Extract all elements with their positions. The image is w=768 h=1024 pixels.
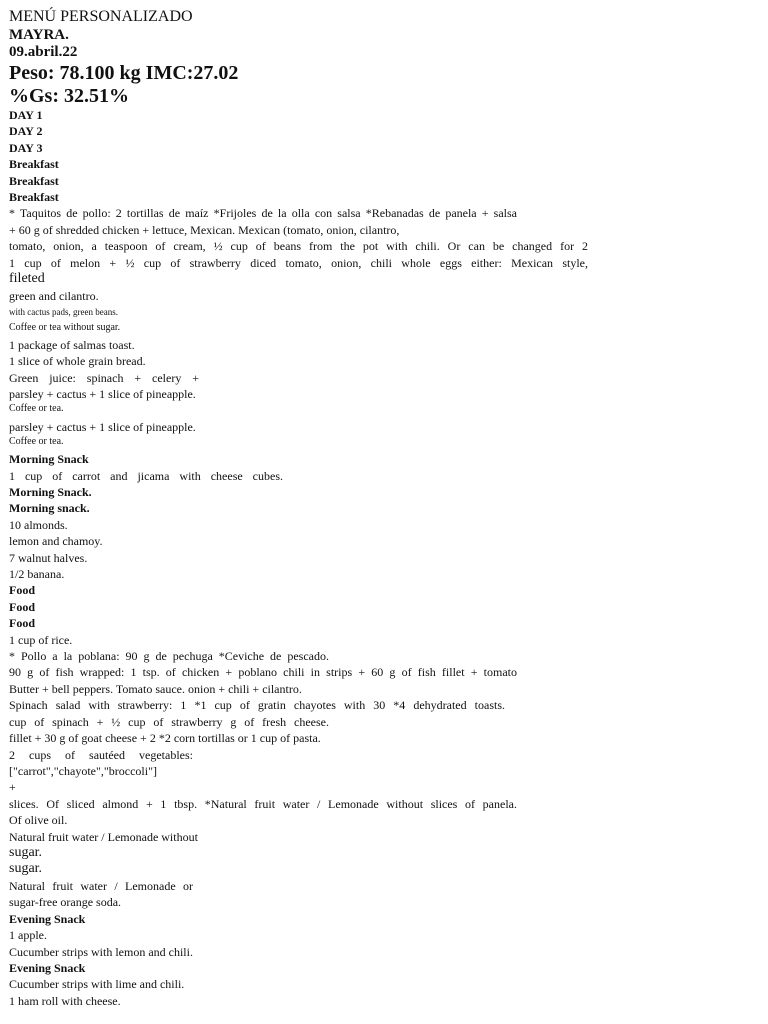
menu-line: + xyxy=(9,780,16,794)
day-heading: DAY 3 xyxy=(9,141,43,155)
menu-line: 1 cup of carrot and jicama with cheese cubes. xyxy=(9,469,283,483)
menu-line: 90 g of fish wrapped: 1 tsp. of chicken + poblano chili in strips + 60 g of fish fillet + tomato xyxy=(9,665,517,679)
body-fat: %Gs: 32.51% xyxy=(9,85,129,107)
section-heading: Food xyxy=(9,583,36,597)
menu-line: Spinach salad with strawberry: 1 *1 cup of gratin chayotes with 30 *4 dehydrated toasts. xyxy=(9,698,505,712)
section-heading: Morning Snack xyxy=(9,452,89,466)
menu-line: 10 almonds. xyxy=(9,518,68,532)
menu-line: lemon and chamoy. xyxy=(9,534,103,548)
section-heading: Breakfast xyxy=(9,190,59,204)
menu-line: Coffee or tea. xyxy=(9,436,64,447)
menu-line: sugar. xyxy=(9,861,43,876)
menu-line: Of olive oil. xyxy=(9,813,68,827)
menu-line: 2 cups of sautéed vegetables: xyxy=(9,748,193,762)
menu-line: Cucumber strips with lime and chili. xyxy=(9,977,185,991)
menu-line: 1/2 banana. xyxy=(9,567,65,581)
section-heading: Morning Snack. xyxy=(9,485,92,499)
menu-line: 7 walnut halves. xyxy=(9,551,88,565)
menu-line: sugar. xyxy=(9,845,43,860)
menu-line: * Taquitos de pollo: 2 tortillas de maíz *Frijoles de la olla con salsa *Rebanadas de panela + salsa xyxy=(9,206,517,220)
section-heading: Food xyxy=(9,616,36,630)
menu-line: Coffee or tea without sugar. xyxy=(9,322,121,333)
menu-line: 1 ham roll with cheese. xyxy=(9,994,121,1008)
menu-date: 09.abril.22 xyxy=(9,44,78,60)
menu-line: Cucumber strips with lemon and chili. xyxy=(9,945,193,959)
menu-line: + 60 g of shredded chicken + lettuce, Mexican. Mexican (tomato, onion, cilantro, xyxy=(9,223,400,237)
menu-line: 1 cup of rice. xyxy=(9,633,73,647)
section-heading: Breakfast xyxy=(9,157,59,171)
section-heading: Morning snack. xyxy=(9,501,90,515)
menu-line: Green juice: spinach + celery + xyxy=(9,371,199,385)
menu-line: with cactus pads, green beans. xyxy=(9,307,118,317)
menu-line: Natural fruit water / Lemonade without xyxy=(9,830,198,844)
section-heading: Evening Snack xyxy=(9,961,86,975)
menu-line: cup of spinach + ½ cup of strawberry g of fresh cheese. xyxy=(9,715,329,729)
menu-line: Butter + bell peppers. Tomato sauce. onion + chili + cilantro. xyxy=(9,682,302,696)
menu-line: 1 cup of melon + ½ cup of strawberry diced tomato, onion, chili whole eggs either: Mexican style, xyxy=(9,256,588,270)
menu-line: parsley + cactus + 1 slice of pineapple. xyxy=(9,420,196,434)
weight-bmi: Peso: 78.100 kg IMC:27.02 xyxy=(9,62,239,84)
section-heading: Food xyxy=(9,600,36,614)
section-heading: Breakfast xyxy=(9,174,59,188)
menu-line: sugar-free orange soda. xyxy=(9,895,122,909)
menu-line: ["carrot","chayote","broccoli"] xyxy=(9,764,157,778)
day-heading: DAY 1 xyxy=(9,108,43,122)
menu-line: 1 apple. xyxy=(9,928,47,942)
menu-line: tomato, onion, a teaspoon of cream, ½ cup of beans from the pot with chili. Or can be changed for 2 xyxy=(9,239,588,253)
menu-line: parsley + cactus + 1 slice of pineapple. xyxy=(9,387,196,401)
menu-line: fillet + 30 g of goat cheese + 2 *2 corn tortillas or 1 cup of pasta. xyxy=(9,731,321,745)
section-heading: Evening Snack xyxy=(9,912,86,926)
menu-line: * Pollo a la poblana: 90 g de pechuga *Ceviche de pescado. xyxy=(9,649,329,663)
document-title: MENÚ PERSONALIZADO xyxy=(9,8,193,25)
menu-line: slices. Of sliced almond + 1 tbsp. *Natural fruit water / Lemonade without slices of panela. xyxy=(9,797,517,811)
menu-line: fileted xyxy=(9,271,45,286)
menu-line: green and cilantro. xyxy=(9,289,99,303)
menu-line: 1 package of salmas toast. xyxy=(9,338,135,352)
client-name: MAYRA. xyxy=(9,27,69,43)
menu-line: Natural fruit water / Lemonade or xyxy=(9,879,193,893)
day-heading: DAY 2 xyxy=(9,124,43,138)
menu-line: 1 slice of whole grain bread. xyxy=(9,354,146,368)
menu-line: Coffee or tea. xyxy=(9,403,64,414)
